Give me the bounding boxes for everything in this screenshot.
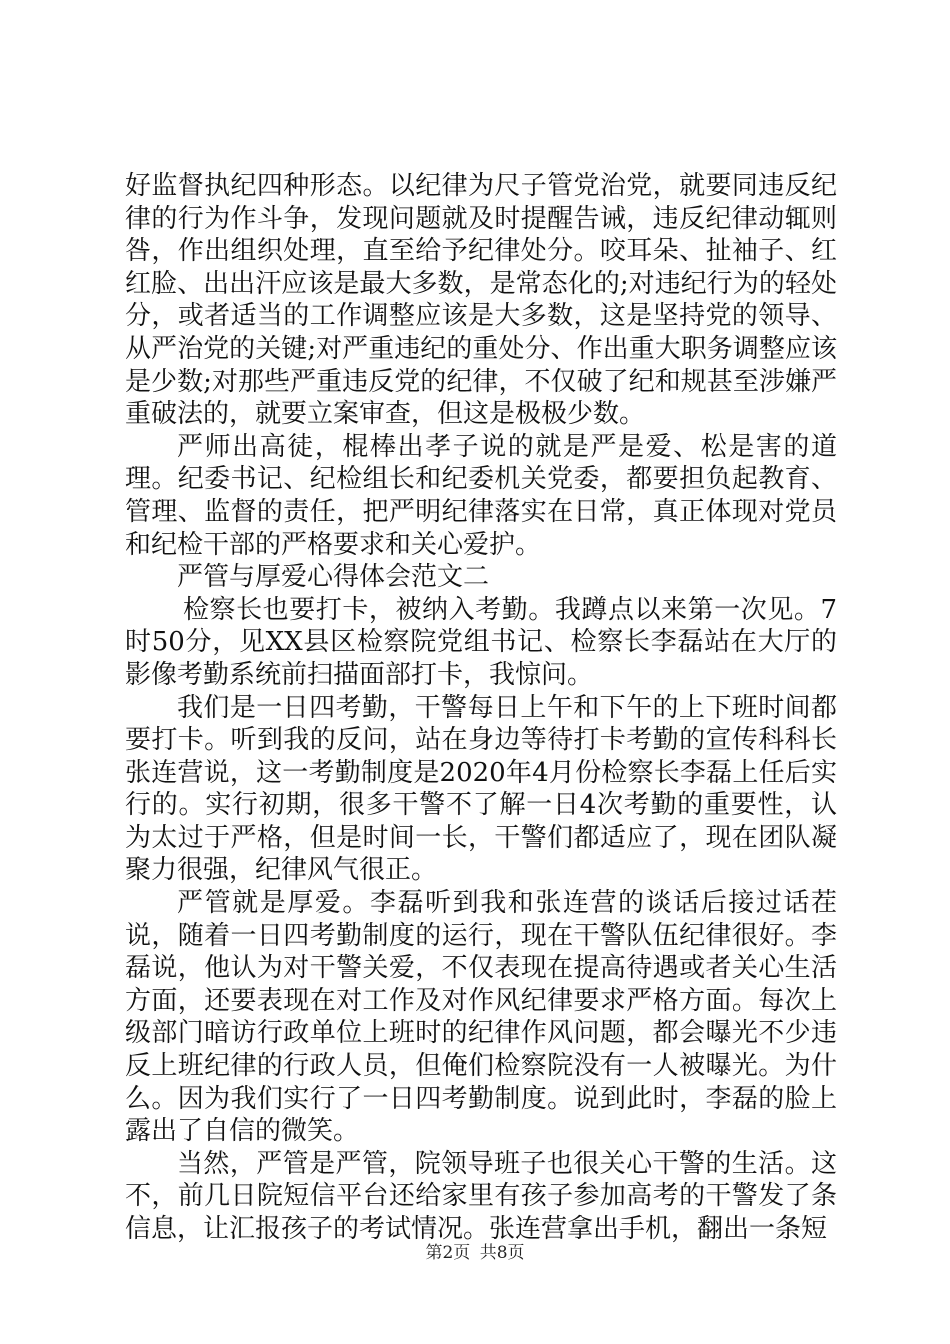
paragraph-continuation: 好监督执纪四种形态。以纪律为尺子管党治党，就要同违反纪律的行为作斗争，发现问题就及时提醒告诫，违反纪律动辄则咎，作出组织处理，直至给予纪律处分。咬耳朵、扯袖子、红红脸、出出汗应该是最大多数，是常态化的;对违纪行为的轻处分，或者适当的工作调整应该是大多数，这是坚持党的领导、从严治党的关键;对严重违纪的重处分、作出重大职务调整应该是少数;对那些严重违反党的纪律，不仅破了纪和规甚至涉嫌严重破法的，就要立案审查，但这是极极少数。 <box>125 171 837 430</box>
paragraph: 严管就是厚爱。李磊听到我和张连营的谈话后接过话茬说，随着一日四考勤制度的运行，现在干警队伍纪律很好。李磊说，他认为对干警关爱，不仅表现在提高待遇或者关心生活方面，还要表现在对工作及对作风纪律要求严格方面。每次上级部门暗访行政单位上班时的纪律作风问题，都会曝光不少违反上班纪律的行政人员，但俺们检察院没有一人被曝光。为什么。因为我们实行了一日四考勤制度。说到此时，李磊的脸上露出了自信的微笑。 <box>125 888 837 1147</box>
page-total: 共8页 <box>479 1243 525 1263</box>
paragraph: 当然，严管是严管，院领导班子也很关心干警的生活。这不，前几日院短信平台还给家里有孩子参加高考的干警发了条信息，让汇报孩子的考试情况。张连营拿出手机，翻出一条短 <box>125 1148 837 1244</box>
paragraph: 严师出高徒，棍棒出孝子说的就是严是爱、松是害的道理。纪委书记、纪检组长和纪委机关党委，都要担负起教育、管理、监督的责任，把严明纪律落实在日常，真正体现对党员和纪检干部的严格要求和关心爱护。 <box>125 431 837 560</box>
page-footer <box>0 1238 950 1263</box>
section-heading: 严管与厚爱心得体会范文二 <box>177 562 490 593</box>
page-number: 第2页 <box>425 1243 471 1263</box>
document-body <box>125 170 837 1246</box>
paragraph: 检察长也要打卡，被纳入考勤。我蹲点以来第一次见。7时50分，见XX县区检察院党组书记、检察长李磊站在大厅的影像考勤系统前扫描面部打卡，我惊问。 <box>125 594 837 690</box>
paragraph: 我们是一日四考勤，干警每日上午和下午的上下班时间都要打卡。听到我的反问，站在身边等待打卡考勤的宣传科科长张连营说，这一考勤制度是2020年4月份检察长李磊上任后实行的。实行初期，很多干警不了解一日4次考勤的重要性，认为太过于严格，但是时间一长，干警们都适应了，现在团队凝聚力很强，纪律风气很正。 <box>125 692 837 886</box>
